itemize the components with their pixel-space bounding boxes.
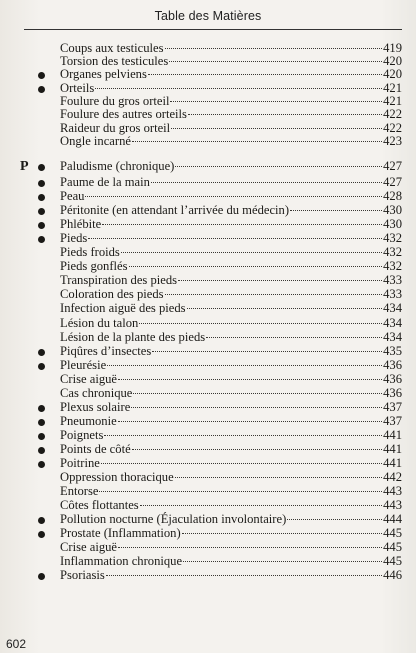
- toc-entry-line: [60, 301, 402, 316]
- toc-entry-page: 436: [383, 386, 402, 400]
- toc-entry-label: Paume de la main: [60, 175, 150, 189]
- dot-leader: [151, 182, 382, 183]
- dot-leader: [88, 238, 382, 239]
- toc-entry-page: 441: [383, 456, 402, 470]
- toc-entry: [0, 217, 416, 232]
- dot-leader: [165, 48, 383, 49]
- toc-entry-label: Points de côté: [60, 442, 131, 456]
- toc-entry-label: Transpiration des pieds: [60, 273, 178, 287]
- toc-entry-line: [60, 217, 402, 232]
- toc-entry-page: 435: [383, 344, 402, 358]
- toc-entry-label: Peau: [60, 189, 85, 203]
- dot-leader: [148, 74, 382, 75]
- toc-entry-label: Pleurésie: [60, 358, 107, 372]
- toc-entry-line: [60, 358, 402, 373]
- toc-entry-page: 434: [383, 316, 402, 330]
- toc-entry-page: 432: [383, 259, 402, 273]
- toc-entry-page: 443: [383, 498, 402, 512]
- toc-entry: [0, 301, 416, 316]
- dot-leader: [170, 101, 382, 102]
- toc-entry: [0, 231, 416, 246]
- bullet-icon: [38, 222, 45, 229]
- toc-entry-page: 423: [383, 134, 402, 148]
- toc-entry-line: [60, 414, 402, 429]
- toc-entry-page: 437: [383, 414, 402, 428]
- toc-entry-page: 428: [383, 189, 402, 203]
- dot-leader: [121, 252, 382, 253]
- toc-entry-label: Lésion de la plante des pieds: [60, 330, 206, 344]
- bullet-icon: [38, 573, 45, 580]
- toc-entry-line: [60, 231, 402, 246]
- bullet-icon: [38, 72, 45, 79]
- toc-entry-label: Crise aiguë: [60, 540, 118, 554]
- dot-leader: [187, 308, 383, 309]
- toc-entry-label: Oppression thoracique: [60, 470, 174, 484]
- bullet-icon: [38, 208, 45, 215]
- dot-leader: [101, 463, 382, 464]
- toc-entry-line: [60, 245, 402, 260]
- dot-leader: [139, 323, 382, 324]
- toc-entry-line: [60, 386, 402, 401]
- toc-entry-line: [60, 554, 402, 569]
- toc-entry-label: Ongle incarné: [60, 134, 131, 148]
- dot-leader: [182, 533, 382, 534]
- bullet-icon: [38, 86, 45, 93]
- toc-entry-line: [60, 107, 402, 122]
- bullet-icon: [38, 419, 45, 426]
- toc-entry: [0, 107, 416, 122]
- dot-leader: [183, 561, 382, 562]
- toc-entry-label: Pneumonie: [60, 414, 117, 428]
- dot-leader: [132, 449, 382, 450]
- toc-entry-page: 443: [383, 484, 402, 498]
- toc-entry-page: 444: [383, 512, 402, 526]
- toc-entry-label: Plexus solaire: [60, 400, 131, 414]
- toc-entry: [0, 526, 416, 541]
- toc-entry-line: [60, 287, 402, 302]
- dot-leader: [104, 435, 382, 436]
- toc-entry: [0, 189, 416, 204]
- toc-entry: [0, 554, 416, 569]
- dot-leader: [133, 393, 382, 394]
- toc-entry: [0, 273, 416, 288]
- toc-entry-page: 427: [383, 159, 402, 173]
- toc-entry-label: Pollution nocturne (Éjaculation involontaire): [60, 512, 287, 526]
- toc-entry-page: 419: [383, 41, 402, 55]
- toc-entry-label: Inflammation chronique: [60, 554, 183, 568]
- toc-entry: [0, 259, 416, 274]
- toc-entry-line: [60, 498, 402, 513]
- toc-entry: [0, 414, 416, 429]
- dot-leader: [175, 477, 382, 478]
- toc-entry-label: Foulure du gros orteil: [60, 94, 170, 108]
- toc-entry: [0, 470, 416, 485]
- toc-entry-page: 441: [383, 428, 402, 442]
- toc-entry-line: [60, 344, 402, 359]
- toc-entry: [0, 386, 416, 401]
- toc-entry-line: [60, 484, 402, 499]
- bullet-icon: [38, 531, 45, 538]
- toc-entry-line: [60, 259, 402, 274]
- toc-entry: [0, 287, 416, 302]
- toc-entry: [0, 372, 416, 387]
- bullet-icon: [38, 433, 45, 440]
- toc-entry: [0, 484, 416, 499]
- dot-leader: [131, 407, 382, 408]
- toc-entry-page: 434: [383, 301, 402, 315]
- toc-entry-label: Lésion du talon: [60, 316, 139, 330]
- toc-entry: [0, 159, 416, 174]
- toc-entry-line: [60, 428, 402, 443]
- toc-entry-label: Phlébite: [60, 217, 102, 231]
- toc-entry: [0, 568, 416, 583]
- toc-entry-label: Côtes flottantes: [60, 498, 139, 512]
- toc-entry-page: 421: [383, 94, 402, 108]
- toc-entry-page: 441: [383, 442, 402, 456]
- toc-entry-line: [60, 372, 402, 387]
- dot-leader: [171, 128, 382, 129]
- toc-entry-page: 433: [383, 273, 402, 287]
- toc-entry: [0, 428, 416, 443]
- toc-entry-label: Prostate (Inflammation): [60, 526, 181, 540]
- toc-entry-line: [60, 203, 402, 218]
- toc-entry-line: [60, 442, 402, 457]
- dot-leader: [178, 280, 382, 281]
- toc-entry-page: 436: [383, 372, 402, 386]
- toc-entry-label: Foulure des autres orteils: [60, 107, 187, 121]
- dot-leader: [118, 421, 382, 422]
- page-header-title: Table des Matières: [154, 9, 262, 23]
- toc-entry-label: Entorse: [60, 484, 99, 498]
- bullet-icon: [38, 405, 45, 412]
- toc-entry-page: 445: [383, 554, 402, 568]
- toc-entry-page: 427: [383, 175, 402, 189]
- bullet-icon: [38, 180, 45, 187]
- dot-leader: [129, 266, 383, 267]
- toc-entry-label: Péritonite (en attendant l’arrivée du médecin): [60, 203, 290, 217]
- toc-entry-line: [60, 526, 402, 541]
- dot-leader: [95, 88, 382, 89]
- bullet-icon: [38, 236, 45, 243]
- dot-leader: [165, 294, 383, 295]
- toc-entry: [0, 358, 416, 373]
- toc-entry-line: [60, 330, 402, 345]
- toc-entry: [0, 344, 416, 359]
- toc-entry-label: Organes pelviens: [60, 67, 147, 81]
- dot-leader: [175, 166, 382, 167]
- dot-leader: [85, 196, 382, 197]
- toc-entry-line: [60, 540, 402, 555]
- bullet-icon: [38, 461, 45, 468]
- toc-entry-page: 434: [383, 330, 402, 344]
- dot-leader: [107, 365, 382, 366]
- toc-entry-line: [60, 67, 402, 82]
- toc-entry-label: Pieds froids: [60, 245, 120, 259]
- bullet-icon: [38, 349, 45, 356]
- toc-entry: [0, 316, 416, 331]
- toc-entry-page: 420: [383, 67, 402, 81]
- toc-entry-page: 422: [383, 121, 402, 135]
- toc-entry-line: [60, 175, 402, 190]
- toc-entry-line: [60, 456, 402, 471]
- dot-leader: [118, 547, 382, 548]
- toc-entry-page: 432: [383, 231, 402, 245]
- toc-entry-page: 437: [383, 400, 402, 414]
- dot-leader: [132, 141, 382, 142]
- dot-leader: [287, 519, 382, 520]
- toc-entry-label: Orteils: [60, 81, 95, 95]
- toc-entry-page: 442: [383, 470, 402, 484]
- toc-entry-label: Pieds: [60, 231, 88, 245]
- toc-entry-label: Cas chronique: [60, 386, 133, 400]
- toc-entry: [0, 175, 416, 190]
- toc-entry-line: [60, 512, 402, 527]
- toc-entry-label: Paludisme (chronique): [60, 159, 175, 173]
- dot-leader: [169, 61, 382, 62]
- dot-leader: [188, 114, 382, 115]
- dot-leader: [102, 224, 382, 225]
- toc-entry-page: 430: [383, 203, 402, 217]
- toc-entry-line: [60, 134, 402, 149]
- toc-entry-line: [60, 273, 402, 288]
- toc-entry-page: 422: [383, 107, 402, 121]
- dot-leader: [106, 575, 382, 576]
- dot-leader: [118, 379, 382, 380]
- toc-entry-label: Piqûres d’insectes: [60, 344, 152, 358]
- toc-entry-page: 445: [383, 526, 402, 540]
- section-letter: P: [20, 159, 29, 174]
- toc-entry-line: [60, 400, 402, 415]
- dot-leader: [99, 491, 382, 492]
- toc-entry: [0, 203, 416, 218]
- toc-entry: [0, 245, 416, 260]
- toc-entry-label: Coloration des pieds: [60, 287, 164, 301]
- toc-entry-label: Poitrine: [60, 456, 100, 470]
- toc-entry-label: Crise aiguë: [60, 372, 118, 386]
- bullet-icon: [38, 363, 45, 370]
- toc-entry-line: [60, 159, 402, 174]
- toc-entry-line: [60, 316, 402, 331]
- bullet-icon: [38, 194, 45, 201]
- toc-entry: [0, 540, 416, 555]
- dot-leader: [152, 351, 382, 352]
- page-number: 602: [6, 637, 27, 651]
- bullet-icon: [38, 447, 45, 454]
- dot-leader: [290, 210, 382, 211]
- toc-entry-label: Psoriasis: [60, 568, 105, 582]
- toc-entry: [0, 67, 416, 82]
- dot-leader: [140, 505, 382, 506]
- toc-entry: [0, 512, 416, 527]
- toc-entry-label: Infection aiguë des pieds: [60, 301, 186, 315]
- bullet-icon: [38, 164, 45, 171]
- toc-entry-label: Poignets: [60, 428, 104, 442]
- toc-entry-page: 446: [383, 568, 402, 582]
- toc-entry-page: 421: [383, 81, 402, 95]
- toc-entry-label: Raideur du gros orteil: [60, 121, 171, 135]
- toc-entry-page: 420: [383, 54, 402, 68]
- toc-entry: [0, 442, 416, 457]
- toc-entry-page: 430: [383, 217, 402, 231]
- toc-entry: [0, 330, 416, 345]
- toc-entry-label: Pieds gonflés: [60, 259, 128, 273]
- header-rule: [24, 29, 402, 30]
- toc-entry-label: Torsion des testicules: [60, 54, 169, 68]
- toc-entry-page: 436: [383, 358, 402, 372]
- toc-entry: [0, 134, 416, 149]
- toc-entry-line: [60, 470, 402, 485]
- dot-leader: [206, 337, 382, 338]
- toc-entry-label: Coups aux testicules: [60, 41, 164, 55]
- toc-entry: [0, 498, 416, 513]
- bullet-icon: [38, 517, 45, 524]
- toc-entry-line: [60, 568, 402, 583]
- toc-entry-line: [60, 189, 402, 204]
- toc-entry-page: 432: [383, 245, 402, 259]
- toc-entry-page: 445: [383, 540, 402, 554]
- toc-entry-page: 433: [383, 287, 402, 301]
- toc-entry: [0, 400, 416, 415]
- toc-entry: [0, 456, 416, 471]
